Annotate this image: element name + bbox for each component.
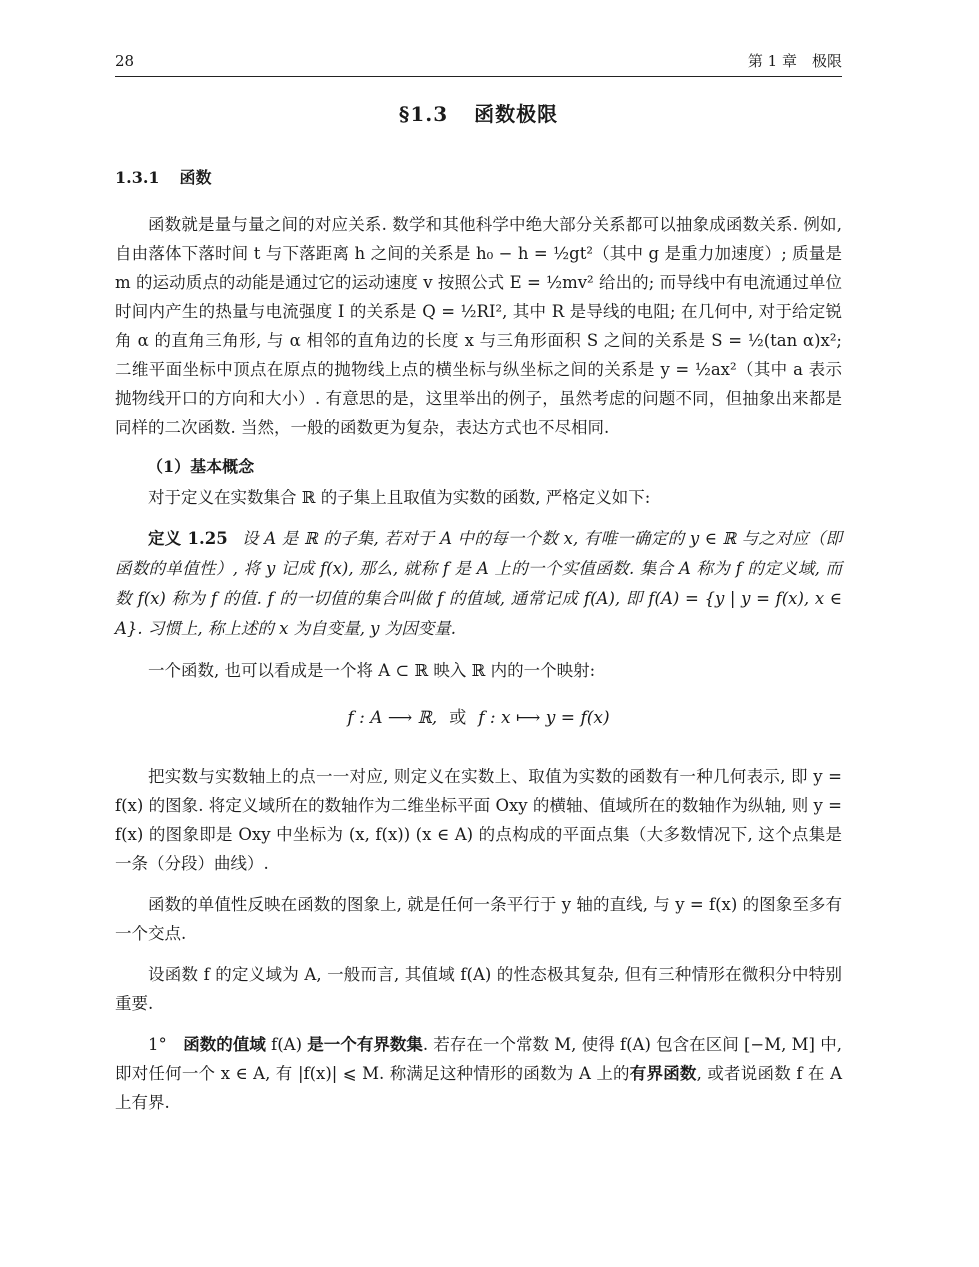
definition-label: 定义 1.25 (148, 529, 228, 548)
formula-right: f : x ⟼ y = f(x) (478, 708, 610, 728)
bounded-text-2: . 若存在一个常数 M, 使得 f(A) 包含在区间 [−M, M] 中, 即对任何一个 x ∈ A, 有 |f(x)| ⩽ M. 称满足这种情形的函数为 A 上的 (115, 1035, 843, 1083)
subsection-name: 函数 (179, 168, 212, 187)
formula-or: 或 (449, 708, 467, 728)
bounded-paragraph (115, 1030, 842, 1117)
definition-text: 设 A 是 ℝ 的子集, 若对于 A 中的每一个数 x, 有唯一确定的 y ∈ ℝ 与之对应（即函数的单值性）, 将 y 记成 f(x), 那么, 就称 f 是 A 上的一个实值函数. 集合 A 称为 f 的定义域, 而数 f(x) 称为 f 的值. f 的一切值的集合叫做 f 的值域, 通常记成 f(A), 即 f(A) = {y | y = f(x), x ∈ A}. 习惯上, 称上述的 x 为自变量, y 为因变量. (115, 529, 842, 638)
running-header (115, 50, 842, 77)
basic-intro-paragraph: 对于定义在实数集合 ℝ 的子集上且取值为实数的函数, 严格定义如下: (148, 488, 651, 507)
intro-paragraph: 函数就是量与量之间的对应关系. 数学和其他科学中绝大部分关系都可以抽象成函数关系. 例如, 自由落体下落时间 t 与下落距离 h 之间的关系是 h₀ − h = ½gt²（其中 g 是重力加速度）; 质量是 m 的运动质点的动能是通过它的运动速度 v 按照公式 E = ½mv² 给出的; 而导线中有电流通过单位时间内产生的热量与电流强度 I 的关系是 Q = ½RI², 其中 R 是导线的电阻; 在几何中, 对于给定锐角 α 的直角三角形, 与 α 相邻的直角边的长度 x 与三角形面积 S 之间的关系是 S = ½(tan α)x²; 二维平面坐标中顶点在原点的抛物线上点的横坐标与纵坐标之间的关系是 y = ½ax²（其中 a 表示抛物线开口的方向和大小）. 有意思的是，这里举出的例子，虽然考虑的问题不同，但抽象出来都是同样的二次函数. 当然，一般的函数更为复杂，表达方式也不尽相同. (115, 215, 842, 437)
definition-block (115, 524, 842, 644)
page-number: 28 (115, 52, 135, 70)
subsection-number: 1.3.1 (115, 168, 160, 187)
subsection-title (115, 165, 842, 188)
formula-left: f : A ⟶ ℝ, (347, 708, 438, 728)
item-marker: 1° (148, 1035, 167, 1054)
range-intro-paragraph: 设函数 f 的定义域为 A, 一般而言, 其值域 f(A) 的性态极其复杂, 但有三种情形在微积分中特别重要. (115, 965, 842, 1013)
chapter-title: 第 1 章 极限 (747, 52, 842, 70)
bounded-text-3: , 或者说函数 f 在 A 上有界. (115, 1064, 843, 1112)
page-content (115, 98, 842, 1129)
bounded-bold-1: 函数的值域 (183, 1035, 266, 1054)
bounded-text-1: f(A) (265, 1035, 308, 1054)
single-valued-paragraph: 函数的单值性反映在函数的图象上, 就是任何一条平行于 y 轴的直线, 与 y = f(x) 的图象至多有一个交点. (115, 895, 842, 943)
section-title (115, 98, 842, 127)
bounded-bold-3: 有界函数 (629, 1064, 697, 1083)
mapping-intro-paragraph: 一个函数, 也可以看成是一个将 A ⊂ ℝ 映入 ℝ 内的一个映射: (148, 661, 596, 680)
bounded-bold-2: 是一个有界数集 (307, 1035, 423, 1054)
section-number: §1.3 (398, 102, 449, 126)
mapping-formula (115, 703, 842, 728)
graph-paragraph: 把实数与实数轴上的点一一对应, 则定义在实数上、取值为实数的函数有一种几何表示, 即 y = f(x) 的图象. 将定义域所在的数轴作为二维坐标平面 Oxy 的横轴、值域所在的数轴作为纵轴, 则 y = f(x) 的图象即是 Oxy 中坐标为 (x, f(x)) (x ∈ A) 的点构成的平面点集（大多数情况下, 这个点集是一条（分段）曲线）. (115, 767, 842, 873)
basic-concepts-heading: （1）基本概念 (147, 457, 255, 476)
section-name: 函数极限 (474, 102, 559, 126)
